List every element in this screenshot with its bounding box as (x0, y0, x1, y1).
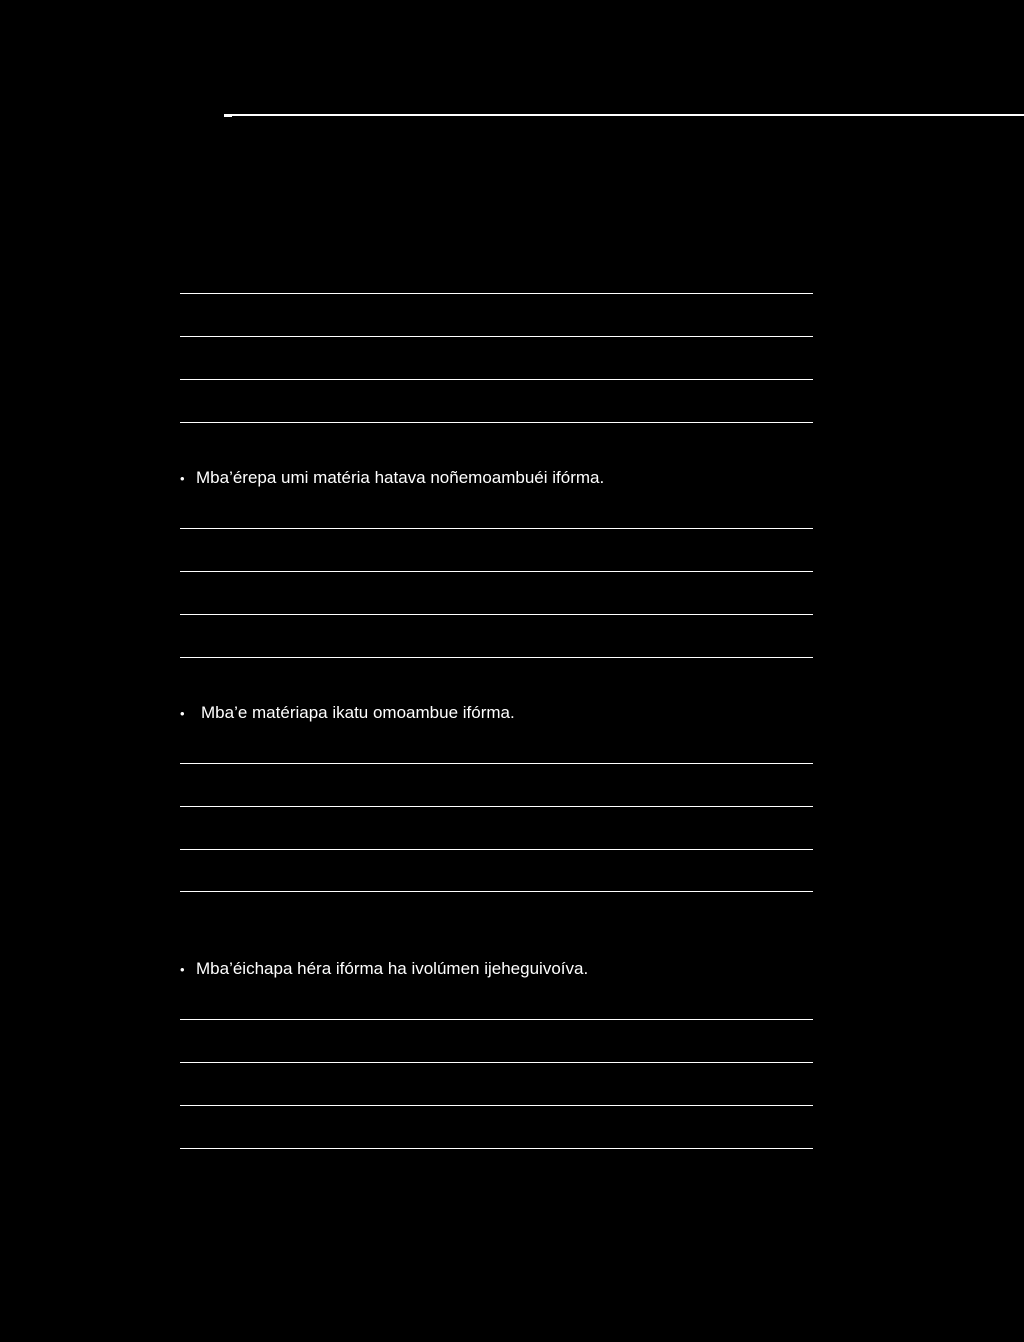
answer-line[interactable] (180, 422, 813, 423)
bullet-icon: • (180, 962, 185, 977)
answer-line[interactable] (180, 293, 813, 294)
answer-line[interactable] (180, 849, 813, 850)
question-text: Mba’érepa umi matéria hatava noñemoambuéi ifórma. (196, 468, 605, 487)
answer-line[interactable] (180, 1062, 813, 1063)
bullet-icon: • (180, 706, 185, 721)
answer-line[interactable] (180, 657, 813, 658)
header-rule (224, 114, 1024, 116)
bullet-icon: • (180, 471, 185, 486)
question-item (180, 468, 604, 489)
answer-line[interactable] (180, 1105, 813, 1106)
answer-line[interactable] (180, 806, 813, 807)
header-rule-tick (224, 114, 232, 117)
answer-line[interactable] (180, 891, 813, 892)
answer-line[interactable] (180, 763, 813, 764)
answer-line[interactable] (180, 1148, 813, 1149)
answer-line[interactable] (180, 614, 813, 615)
answer-line[interactable] (180, 379, 813, 380)
answer-line[interactable] (180, 336, 813, 337)
question-text: Mba’e matériapa ikatu omoambue ifórma. (201, 703, 515, 722)
question-item (180, 959, 588, 980)
question-text: Mba’éichapa héra ifórma ha ivolúmen ijeheguivoíva. (196, 959, 589, 978)
answer-line[interactable] (180, 571, 813, 572)
question-item (180, 703, 515, 724)
answer-line[interactable] (180, 528, 813, 529)
answer-line[interactable] (180, 1019, 813, 1020)
